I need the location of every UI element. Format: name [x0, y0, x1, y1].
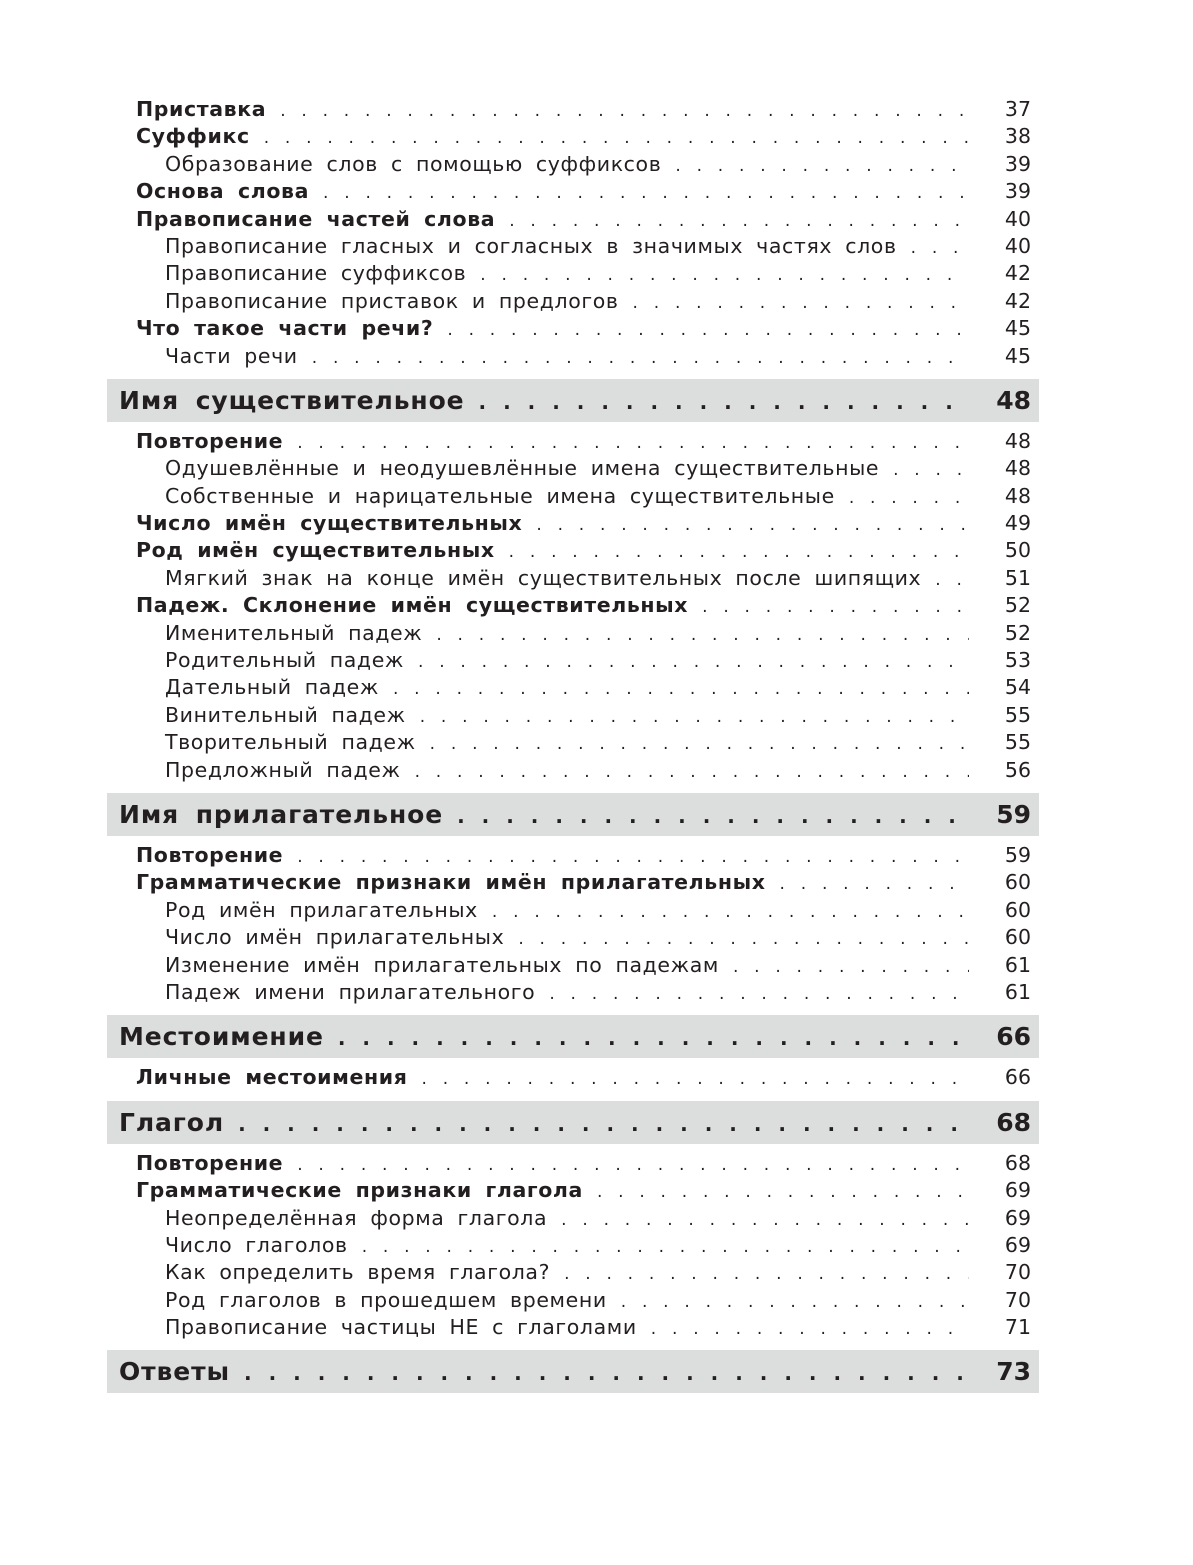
toc-entry-title: Мягкий знак на конце имён существительных после шипящих [165, 565, 922, 590]
toc-entry [107, 123, 1039, 150]
toc-entry-title: Одушевлённые и неодушевлённые имена существительные [165, 456, 880, 481]
toc-subentry [107, 565, 1039, 592]
dot-leader [480, 267, 969, 284]
toc-section-header [107, 1015, 1039, 1058]
toc-section-header [107, 1101, 1039, 1144]
toc-entry-title: Повторение [136, 842, 284, 867]
toc-subentry [107, 757, 1039, 784]
dot-leader [849, 490, 969, 507]
toc-subentry [107, 702, 1039, 729]
dot-leader [338, 1028, 969, 1048]
toc-entry-title: Род глаголов в прошедшем времени [165, 1287, 607, 1312]
dot-leader [651, 1321, 969, 1338]
toc-entry-title: Образование слов с помощью суффиксов [165, 151, 662, 176]
dot-leader [264, 130, 969, 147]
dot-leader [430, 736, 969, 753]
dot-leader [362, 1239, 969, 1256]
toc-entry-title: Род имён существительных [136, 538, 495, 563]
toc-subentry [107, 483, 1039, 510]
toc-entry-title: Приставка [136, 97, 267, 121]
toc-page-number: 48 [1004, 456, 1031, 481]
toc-page-number: 60 [1004, 897, 1031, 922]
toc-section-header [107, 1350, 1039, 1393]
toc-page-number: 68 [1004, 1150, 1031, 1175]
dot-leader [561, 1212, 969, 1229]
dot-leader [702, 599, 969, 616]
toc-page-number: 52 [1004, 620, 1031, 645]
toc-entry-title: Части речи [165, 343, 298, 368]
dot-leader [297, 849, 969, 866]
toc-subentry [107, 1287, 1039, 1314]
toc-entry-title: Правописание частицы НЕ с глаголами [165, 1315, 637, 1340]
toc-page-number: 69 [1004, 1232, 1031, 1257]
toc-page-number: 40 [1004, 206, 1031, 231]
toc-entry [107, 869, 1039, 896]
toc-page-number: 40 [1004, 233, 1031, 258]
dot-leader [675, 158, 969, 175]
toc-subentry [107, 1314, 1039, 1341]
toc-page-number: 59 [996, 799, 1031, 829]
toc-subentry [107, 729, 1039, 756]
toc-entry-title: Падеж имени прилагательного [165, 979, 536, 1004]
dot-leader [457, 806, 969, 826]
dot-leader [549, 986, 969, 1003]
toc-entry-title: Изменение имён прилагательных по падежам [165, 952, 719, 977]
dot-leader [492, 904, 969, 921]
toc-page-number: 54 [1004, 675, 1031, 700]
toc-page-number: 55 [1004, 702, 1031, 727]
dot-leader [733, 959, 969, 976]
toc-entry-title: Как определить время глагола? [165, 1260, 551, 1285]
toc-entry-title: Суффикс [136, 124, 250, 149]
toc-entry-title: Собственные и нарицательные имена существительные [165, 483, 835, 508]
toc-page-number: 69 [1004, 1178, 1031, 1203]
toc-entry [107, 592, 1039, 619]
dot-leader [323, 185, 969, 202]
toc-page-number: 66 [996, 1022, 1031, 1052]
toc-subentry [107, 1205, 1039, 1232]
toc-page-number: 55 [1004, 730, 1031, 755]
dot-leader [479, 392, 969, 412]
toc-entry-title: Число глаголов [165, 1232, 348, 1257]
toc-entry [107, 1177, 1039, 1204]
toc-entry-title: Именительный падеж [165, 620, 423, 645]
toc-page-number: 49 [1004, 511, 1031, 536]
toc-page-number: 52 [1004, 593, 1031, 618]
dot-leader [597, 1184, 969, 1201]
toc-subentry [107, 233, 1039, 260]
dot-leader [633, 295, 969, 312]
dot-leader [238, 1114, 969, 1134]
dot-leader [280, 103, 969, 120]
toc-page-number: 37 [1004, 97, 1031, 121]
toc-entry-title: Повторение [136, 1150, 284, 1175]
toc-page-number: 42 [1004, 288, 1031, 313]
toc-page-number: 56 [1004, 757, 1031, 782]
toc-page-number: 68 [996, 1107, 1031, 1137]
toc-entry-title: Глагол [119, 1107, 225, 1137]
toc-page-number: 45 [1004, 343, 1031, 368]
toc-entry-title: Правописание частей слова [136, 206, 496, 231]
toc-entry-title: Число имён существительных [136, 511, 523, 536]
dot-leader [564, 1266, 969, 1283]
toc-subentry [107, 151, 1039, 178]
dot-leader [297, 435, 969, 452]
dot-leader [436, 627, 969, 644]
toc-subentry [107, 897, 1039, 924]
dot-leader [893, 462, 969, 479]
toc-subentry [107, 288, 1039, 315]
toc-subentry [107, 455, 1039, 482]
toc-entry-title: Число имён прилагательных [165, 925, 505, 950]
toc-page-number: 39 [1004, 151, 1031, 176]
toc-entry [107, 96, 1039, 123]
toc-entry [107, 510, 1039, 537]
dot-leader [911, 240, 969, 257]
toc-subentry [107, 260, 1039, 287]
toc-entry-title: Основа слова [136, 179, 310, 204]
toc-entry-title: Имя существительное [119, 385, 465, 415]
toc-subentry [107, 343, 1039, 370]
toc-entry [107, 428, 1039, 455]
toc-entry-title: Личные местоимения [136, 1065, 408, 1090]
dot-leader [422, 1071, 970, 1088]
dot-leader [244, 1363, 969, 1383]
dot-leader [447, 322, 969, 339]
toc-page-number: 60 [1004, 925, 1031, 950]
toc-subentry [107, 1259, 1039, 1286]
toc-subentry [107, 952, 1039, 979]
toc-page-number: 73 [996, 1357, 1031, 1387]
toc-subentry [107, 674, 1039, 701]
toc-entry-title: Что такое части речи? [136, 316, 434, 341]
dot-leader [621, 1294, 969, 1311]
toc-entry-title: Предложный падеж [165, 757, 401, 782]
toc-entry [107, 178, 1039, 205]
toc-page-number: 60 [1004, 870, 1031, 895]
dot-leader [297, 1157, 969, 1174]
toc-subentry [107, 647, 1039, 674]
toc-entry-title: Дательный падеж [165, 675, 379, 700]
toc-page-number: 53 [1004, 648, 1031, 673]
toc-page-number: 59 [1004, 842, 1031, 867]
toc-entry-title: Винительный падеж [165, 702, 406, 727]
toc-entry-title: Родительный падеж [165, 648, 404, 673]
toc-page-number: 48 [1004, 483, 1031, 508]
toc-section-header [107, 793, 1039, 836]
toc-entry [107, 315, 1039, 342]
toc-entry-title: Повторение [136, 428, 284, 453]
toc-page-number: 42 [1004, 261, 1031, 286]
toc-entry-title: Неопределённая форма глагола [165, 1205, 548, 1230]
toc-entry-title: Местоимение [119, 1022, 324, 1052]
toc-entry-title: Ответы [119, 1357, 231, 1387]
toc-section-header [107, 379, 1039, 422]
toc-entry-title: Правописание приставок и предлогов [165, 288, 619, 313]
toc-page-number: 48 [996, 385, 1031, 415]
toc-entry [107, 1150, 1039, 1177]
dot-leader [415, 764, 969, 781]
dot-leader [509, 213, 969, 230]
toc-entry-title: Правописание гласных и согласных в значимых частях слов [165, 233, 897, 258]
toc-entry-title: Имя прилагательное [119, 799, 444, 829]
toc-page-number: 61 [1004, 979, 1031, 1004]
toc-entry [107, 537, 1039, 564]
toc-entry-title: Грамматические признаки имён прилагательных [136, 870, 766, 895]
dot-leader [418, 654, 969, 671]
dot-leader [518, 931, 969, 948]
toc-entry-title: Грамматические признаки глагола [136, 1178, 583, 1203]
toc-page-number: 70 [1004, 1287, 1031, 1312]
toc-subentry [107, 1232, 1039, 1259]
toc-page-number: 61 [1004, 952, 1031, 977]
toc-page-number: 45 [1004, 316, 1031, 341]
toc-entry-title: Падеж. Склонение имён существительных [136, 593, 689, 618]
toc-page-number: 66 [1004, 1065, 1031, 1090]
toc-subentry [107, 620, 1039, 647]
toc-entry [107, 842, 1039, 869]
toc-page-number: 50 [1004, 538, 1031, 563]
toc-page-number: 69 [1004, 1205, 1031, 1230]
toc-entry [107, 206, 1039, 233]
toc-entry [107, 1064, 1039, 1091]
toc-page-number: 70 [1004, 1260, 1031, 1285]
toc-page-number: 38 [1004, 124, 1031, 149]
dot-leader [935, 572, 969, 589]
table-of-contents [107, 96, 1039, 1399]
dot-leader [509, 544, 969, 561]
toc-subentry [107, 924, 1039, 951]
toc-page-number: 51 [1004, 565, 1031, 590]
toc-page-number: 39 [1004, 179, 1031, 204]
dot-leader [312, 350, 969, 367]
dot-leader [393, 681, 969, 698]
dot-leader [536, 517, 969, 534]
toc-page-number: 48 [1004, 428, 1031, 453]
dot-leader [780, 876, 969, 893]
dot-leader [420, 709, 969, 726]
toc-page-number: 71 [1004, 1315, 1031, 1340]
toc-entry-title: Род имён прилагательных [165, 897, 478, 922]
toc-entry-title: Творительный падеж [165, 730, 416, 755]
toc-subentry [107, 979, 1039, 1006]
toc-entry-title: Правописание суффиксов [165, 261, 467, 286]
